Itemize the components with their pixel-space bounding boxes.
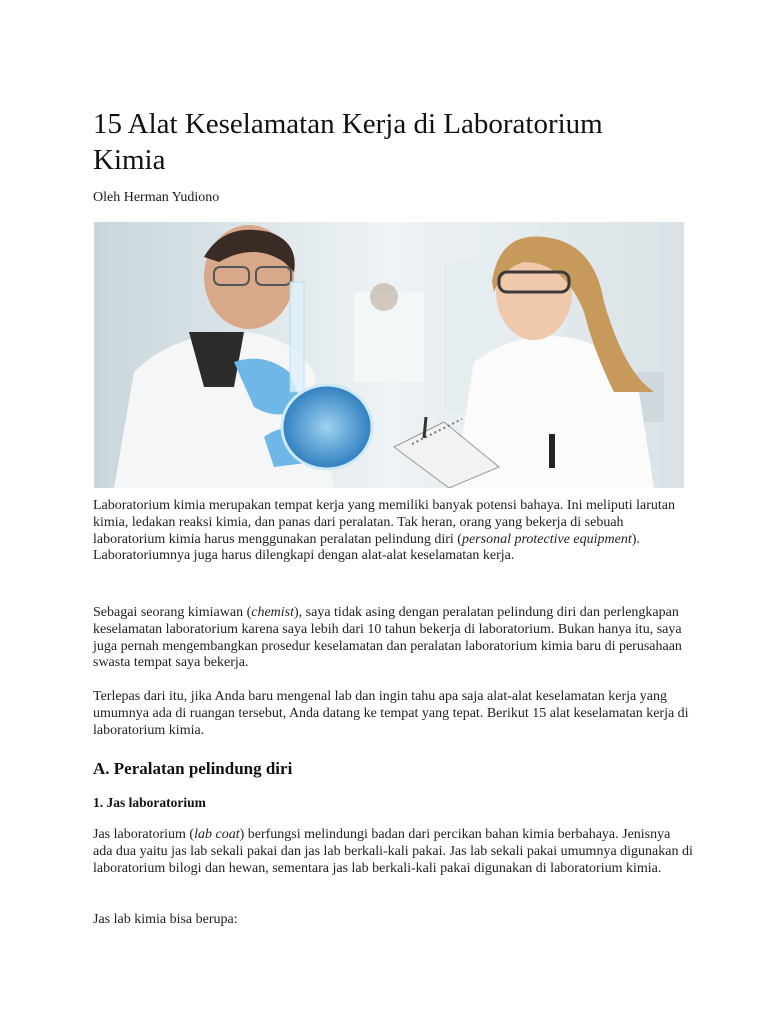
author-experience-paragraph: Sebagai seorang kimiawan (chemist), saya tidak asing dengan peralatan pelindung diri dan perlengkapan keselamatan laboratorium karena saya lebih dari 10 tahun bekerja di laboratorium. Bukan hanya itu, saya juga pernah mengembangkan prosedur keselamatan dan peralatan laboratorium kimia baru di perusahaan swasta tempat saya bekerja. — [93, 605, 682, 671]
lab-scientists-illustration — [94, 222, 684, 488]
lab-coat-paragraph: Jas laboratorium (lab coat) berfungsi melindungi badan dari percikan bahan kimia berbahaya. Jenisnya ada dua yaitu jas lab sekali pakai dan jas lab berkali-kali pakai. Jas lab sekali pakai umumnya digunakan di laboratorium bilogi dan hewan, sementara jas lab berkali-kali pakai digunakan di laboratorium kimia. — [93, 827, 693, 876]
article-title: 15 Alat Keselamatan Kerja di Laboratorium Kimia — [93, 108, 603, 176]
section-heading: A. Peralatan pelindung diri — [93, 759, 293, 778]
overview-paragraph: Terlepas dari itu, jika Anda baru mengenal lab dan ingin tahu apa saja alat-alat keselamatan kerja yang umumnya ada di ruangan tersebut, Anda datang ke tempat yang tepat. Berikut 15 alat keselamatan kerja di laboratorium kimia. — [93, 689, 689, 738]
subsection-heading: 1. Jas laboratorium — [93, 795, 206, 810]
intro-paragraph: Laboratorium kimia merupakan tempat kerja yang memiliki banyak potensi bahaya. Ini meliputi larutan kimia, ledakan reaksi kimia, dan panas dari peralatan. Tak heran, orang yang bekerja di sebuah laboratorium kimia harus menggunakan peralatan pelindung diri (personal protective equipment). Laboratoriumnya juga harus dilengkapi dengan alat-alat keselamatan kerja. — [93, 498, 675, 564]
article-byline: Oleh Herman Yudiono — [93, 190, 220, 205]
lab-coat-types-intro: Jas lab kimia bisa berupa: — [93, 912, 238, 927]
lab-photo — [94, 222, 684, 488]
